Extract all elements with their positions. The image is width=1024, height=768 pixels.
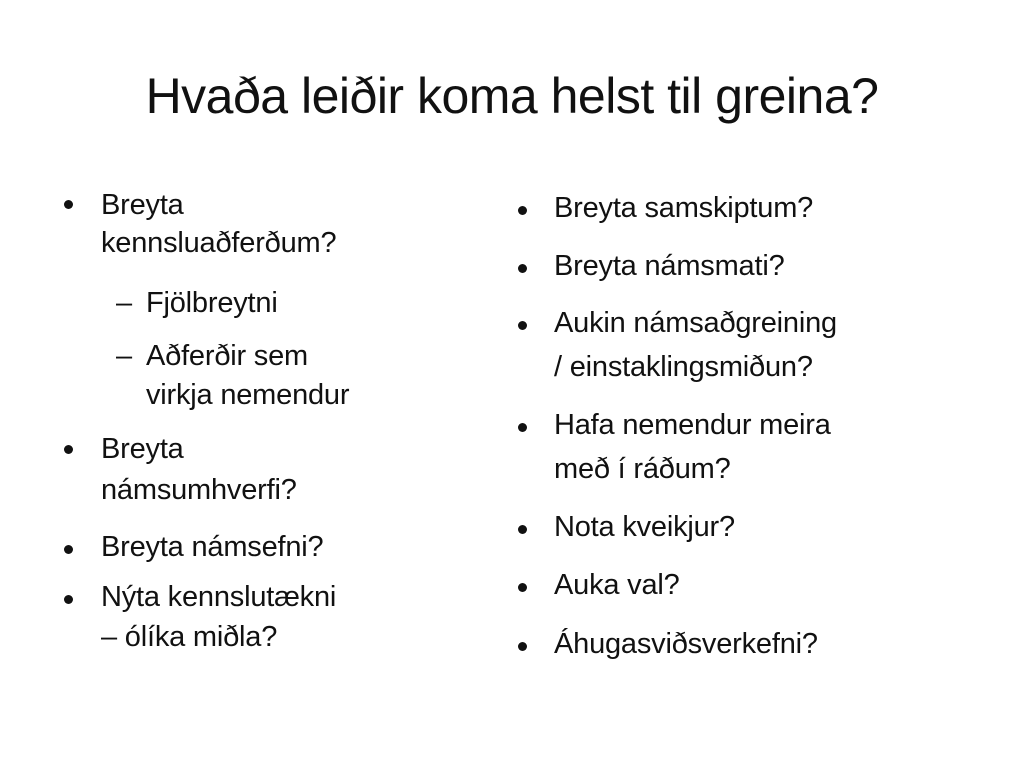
bullet-icon: [64, 595, 73, 604]
bullet-icon: [518, 583, 527, 592]
bullet-icon: [518, 206, 527, 215]
bullet-icon: [518, 423, 527, 432]
list-item-line: Breyta námsmati?: [554, 250, 785, 282]
list-item-line: Breyta samskiptum?: [554, 192, 814, 224]
list-item-line: Nota kveikjur?: [554, 511, 735, 543]
bullet-icon: [64, 445, 73, 454]
list-item-line: – ólíka miðla?: [101, 621, 278, 653]
list-item-line: Nýta kennslutækni: [101, 581, 337, 613]
list-item-line: Hafa nemendur meira: [554, 409, 831, 441]
list-item-line: Auka val?: [554, 569, 680, 601]
dash-icon: –: [116, 340, 132, 372]
list-item-line: / einstaklingsmiðun?: [554, 351, 813, 383]
dash-icon: –: [116, 287, 132, 319]
list-item-line: Aukin námsaðgreining: [554, 307, 837, 339]
sub-list-item-line: virkja nemendur: [146, 379, 350, 411]
list-item-line: kennsluaðferðum?: [101, 227, 337, 259]
list-item-line: Breyta námsefni?: [101, 531, 324, 563]
list-item-line: Breyta: [101, 433, 184, 465]
bullet-icon: [518, 642, 527, 651]
list-item-line: námsumhverfi?: [101, 474, 297, 506]
bullet-icon: [518, 264, 527, 273]
list-item-line: með í ráðum?: [554, 453, 731, 485]
list-item-line: Áhugasviðsverkefni?: [554, 628, 818, 660]
bullet-icon: [64, 200, 73, 209]
sub-list-item-line: Aðferðir sem: [146, 340, 308, 372]
bullet-icon: [518, 321, 527, 330]
bullet-icon: [64, 545, 73, 554]
list-item-line: Breyta: [101, 189, 184, 221]
bullet-icon: [518, 525, 527, 534]
slide-title: Hvaða leiðir koma helst til greina?: [145, 68, 879, 124]
sub-list-item-line: Fjölbreytni: [146, 287, 278, 319]
